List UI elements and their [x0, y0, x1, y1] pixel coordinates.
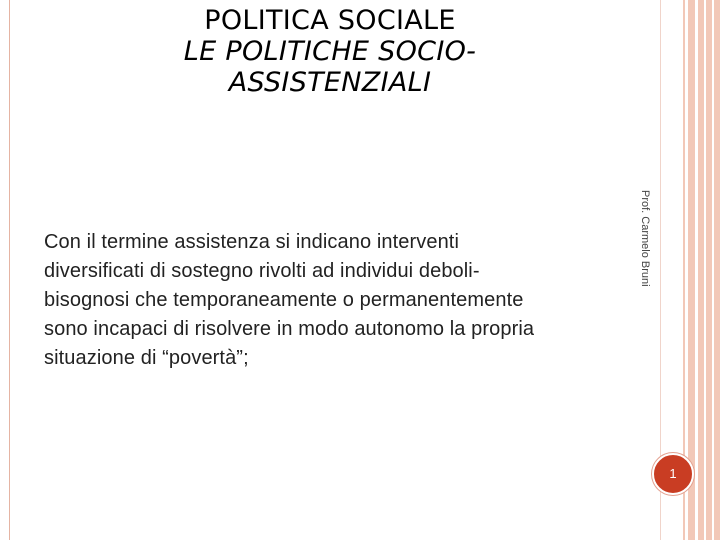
title-line-2: LE POLITICHE SOCIO-	[183, 36, 477, 67]
body-line: sono incapaci di risolvere in modo autonomo la propria	[44, 318, 535, 340]
band-stripe	[712, 0, 714, 540]
body-paragraph	[44, 228, 640, 373]
body-line: Con il termine assistenza si indicano interventi	[44, 231, 459, 253]
title-line-3: ASSISTENZIALI	[228, 67, 432, 98]
body-line: diversificati di sostegno rivolti ad individui deboli-	[44, 260, 480, 282]
page-number-badge: 1	[652, 453, 694, 495]
band-stripe	[704, 0, 706, 540]
slide-title	[100, 6, 560, 98]
band-stripe	[695, 0, 698, 540]
author-credit: Prof. Carmelo Bruni	[639, 190, 651, 287]
body-line: bisognosi che temporaneamente o permanentemente	[44, 289, 524, 311]
body-line: situazione di “povertà”;	[44, 347, 249, 369]
title-line-1: POLITICA SOCIALE	[204, 5, 456, 36]
left-border-line	[0, 0, 10, 540]
